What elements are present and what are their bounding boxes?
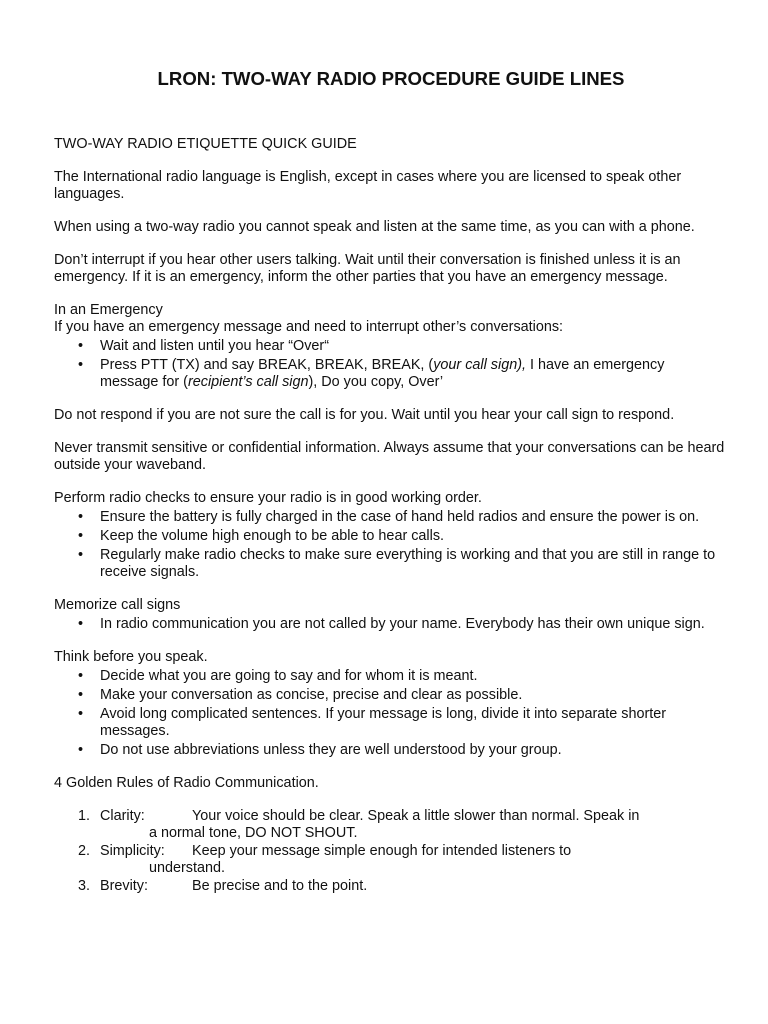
emergency-section [54, 302, 728, 391]
list-item: • Keep the volume high enough to be able to hear calls. [100, 528, 728, 545]
paragraph-sensitive: Never transmit sensitive or confidential information. Always assume that your conversations can be heard outside your waveband. [54, 440, 725, 473]
paragraph-language: The International radio language is English, except in cases where you are licensed to speak other languages. [54, 169, 682, 202]
paragraph-interrupt: Don’t interrupt if you hear other users talking. Wait until their conversation is finished unless it is an emergency. If it is an emergency, inform the other parties that you have an emergency message. [54, 252, 681, 285]
radio-checks-list [54, 509, 728, 581]
paragraph-simultaneous: When using a two-way radio you cannot speak and listen at the same time, as you can with a phone. [54, 219, 695, 235]
call-signs-heading: Memorize call signs [54, 597, 181, 613]
think-list [54, 668, 728, 759]
golden-rules-list [54, 808, 728, 895]
rule-number: 2. [78, 843, 91, 859]
list-item: • In radio communication you are not called by your name. Everybody has their own unique sign. [100, 616, 728, 633]
golden-rules-heading: 4 Golden Rules of Radio Communication. [54, 775, 319, 791]
bullet-text: Wait and listen until you hear “Over“ [100, 338, 330, 354]
list-item: • Avoid long complicated sentences. If your message is long, divide it into separate shorter messages. [100, 706, 728, 740]
bullet-text-part: Press PTT (TX) and say BREAK, BREAK, BREAK, ( [100, 357, 434, 373]
rule-item [54, 808, 728, 842]
emergency-intro: If you have an emergency message and need to interrupt other’s conversations: [54, 319, 564, 335]
rule-number: 3. [78, 878, 91, 894]
rule-item [54, 843, 728, 877]
list-item: • Make your conversation as concise, precise and clear as possible. [100, 687, 728, 704]
think-heading: Think before you speak. [54, 649, 208, 665]
call-sign-placeholder: your call sign), [433, 357, 526, 373]
call-signs-section [54, 597, 728, 633]
list-item [100, 357, 728, 391]
list-item: • Regularly make radio checks to make sure everything is working and that you are still in range to receive signals. [100, 547, 728, 581]
list-item: • Ensure the battery is fully charged in the case of hand held radios and ensure the power is on. [100, 509, 728, 526]
paragraph-respond: Do not respond if you are not sure the call is for you. Wait until you hear your call sign to respond. [54, 407, 675, 423]
list-item: • Do not use abbreviations unless they are well understood by your group. [100, 742, 728, 759]
rule-term: Brevity: [100, 878, 148, 894]
call-signs-list [54, 616, 728, 633]
emergency-list [54, 338, 728, 391]
rule-item [54, 878, 728, 895]
document-title: LRON: TWO-WAY RADIO PROCEDURE GUIDE LINES [157, 68, 625, 89]
rule-text-continued: a normal tone, DO NOT SHOUT. [149, 825, 358, 841]
radio-checks-heading: Perform radio checks to ensure your radio is in good working order. [54, 490, 482, 506]
recipient-call-sign-placeholder: recipient’s call sign [187, 374, 309, 390]
list-item [100, 338, 728, 355]
think-section [54, 649, 728, 759]
rule-number: 1. [78, 808, 91, 824]
radio-checks-section [54, 490, 728, 581]
bullet-text-part: ), Do you copy, Over’ [308, 374, 444, 390]
section-subtitle: TWO-WAY RADIO ETIQUETTE QUICK GUIDE [54, 136, 357, 152]
list-item: • Decide what you are going to say and for whom it is meant. [100, 668, 728, 685]
rule-text: Keep your message simple enough for intended listeners to [192, 843, 572, 859]
rule-text: Your voice should be clear. Speak a little slower than normal. Speak in [192, 808, 640, 824]
emergency-heading: In an Emergency [54, 302, 163, 318]
rule-text-continued: understand. [149, 860, 226, 876]
rule-text: Be precise and to the point. [192, 878, 368, 894]
rule-term: Clarity: [100, 808, 145, 824]
bullet-text-part: I have an emergency message for ( [100, 357, 665, 390]
golden-rules-section [54, 775, 728, 895]
rule-term: Simplicity: [100, 843, 165, 859]
